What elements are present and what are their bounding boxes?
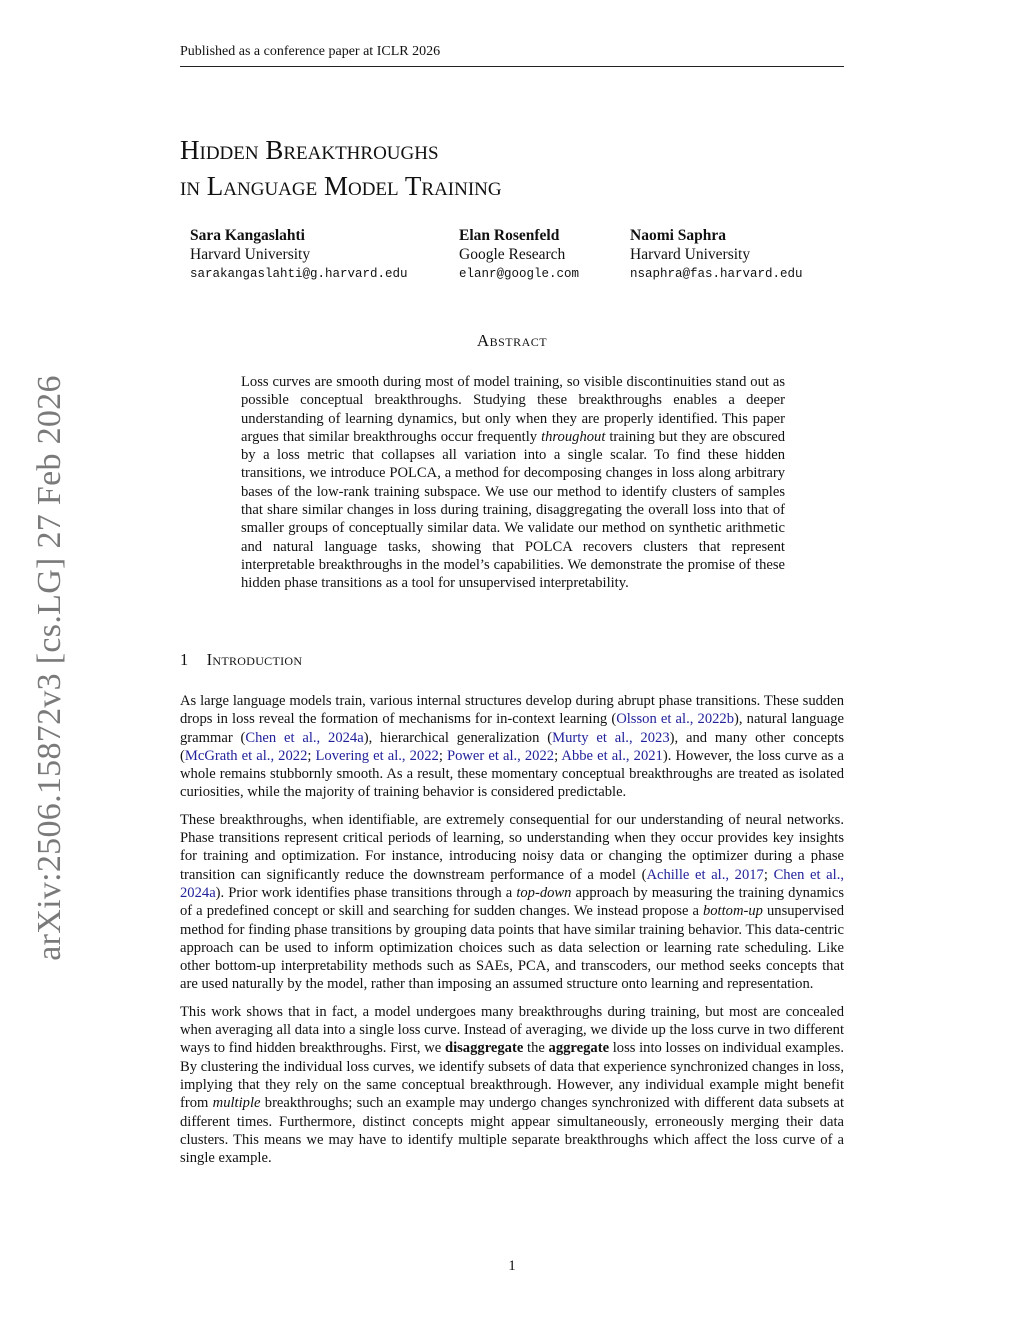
section-heading [180, 650, 302, 670]
text-bold: disaggregate [444, 1040, 524, 1057]
text-separator: ; [554, 747, 562, 764]
author-affiliation: Harvard University [190, 246, 311, 263]
text-segment: the [523, 1040, 549, 1057]
text-segment: ). However, the loss curve as a whole remains stubbornly smooth. As a result, these momentary conceptual breakthroughs are treated as isolated curiosities, while the majority of training behavior is considered predictable. [180, 747, 844, 801]
page-number: 1 [508, 1258, 516, 1274]
paragraph-1 [180, 692, 844, 802]
citation-link[interactable]: Olsson et al., 2022b [616, 711, 735, 728]
paper-title-line-1: Hidden Breakthroughs [180, 135, 439, 165]
text-segment: As large language models train, various internal structures develop during abrupt phase transitions. These sudden drops in loss reveal the formation of mechanisms for in-context learning ( [180, 693, 844, 728]
text-separator: ; [307, 747, 316, 764]
citation-link[interactable]: Chen et al., 2024a [180, 866, 844, 901]
text-emphasis: multiple [212, 1095, 261, 1112]
abstract-text [241, 373, 785, 593]
text-segment: ). Prior work identifies phase transitions through a [215, 884, 517, 901]
abstract-segment: Loss curves are smooth during most of model training, so visible discontinuities stand out as possible conceptual breakthroughs. Studying these breakthroughs enables a deeper understanding of learning dynamics, but only when they are properly identified. This paper argues that similar breakthroughs occur frequently [241, 374, 785, 445]
text-segment: ), and many other concepts ( [180, 729, 844, 764]
author-block-2 [459, 226, 579, 284]
paragraph-3 [180, 1003, 844, 1168]
text-separator: ; [763, 866, 774, 883]
section-title: Introduction [206, 650, 303, 669]
author-affiliation: Google Research [459, 246, 566, 263]
paper-title-line-2: in Language Model Training [180, 171, 502, 201]
text-segment: approach by measuring the training dynamics of a predefined concept or skill and searching for sudden changes. We instead propose a [180, 884, 845, 920]
citation-link[interactable]: Abbe et al., 2021 [561, 747, 663, 764]
author-name: Elan Rosenfeld [459, 227, 560, 244]
arxiv-stamp: arXiv:2506.15872v3 [cs.LG] 27 Feb 2026 [31, 375, 68, 961]
abstract-segment: training but they are obscured by a loss metric that collapses all variation into a single scalar. To find these hidden transitions, we introduce POLCA, a method for decomposing changes in loss along arbitrary bases of the low-rank training subspace. We use our method to identify clusters of samples that share similar changes in loss during training, disaggregating the overall loss into that of smaller groups of conceptually similar data. We validate our method on synthetic arithmetic and natural language tasks, showing that POLCA recovers clusters that represent interpretable breakthroughs in the model’s capabilities. We demonstrate the promise of these hidden phase transitions as a tool for unsupervised interpretability. [241, 428, 786, 592]
citation-link[interactable]: Power et al., 2022 [446, 747, 555, 764]
text-emphasis: top-down [516, 884, 572, 901]
abstract-emphasis: throughout [541, 428, 606, 445]
paper-title [180, 132, 844, 204]
text-segment: These breakthroughs, when identifiable, are extremely consequential for our understanding of neural networks. Phase transitions represent critical periods of learning, so understanding when they occur provides key insights for training and optimization. For instance, introducing noisy data or changing the optimizer during a phase transition can significantly reduce the downstream performance of a model ( [180, 811, 844, 883]
text-segment: loss into losses on individual examples. By clustering the individual loss curves, we identify subsets of data that experience synchronized changes in loss, implying that they rely on the same conceptual breakthrough. However, any individual example might benefit from [180, 1040, 844, 1112]
author-email[interactable]: nsaphra@fas.harvard.edu [630, 267, 803, 281]
text-separator: ; [438, 747, 447, 764]
paragraph-2 [180, 811, 844, 994]
text-segment: ), hierarchical generalization ( [363, 729, 553, 746]
text-emphasis: bottom-up [702, 903, 763, 920]
author-email[interactable]: sarakangaslahti@g.harvard.edu [190, 267, 408, 281]
citation-link[interactable]: McGrath et al., 2022 [184, 747, 308, 764]
citation-link[interactable]: Murty et al., 2023 [552, 729, 670, 746]
text-segment: ), natural language grammar ( [180, 711, 844, 746]
citation-link[interactable]: Chen et al., 2024a [245, 729, 364, 746]
text-segment: unsupervised method for finding phase transitions by grouping data points that have similar training behavior. This data-centric approach can be used to inform optimization choices such as data selection or learning rate scheduling. Like other bottom-up interpretability methods such as SAEs, PCA, and transcoders, our method seeks concepts that are used naturally by the model, rather than imposing an assumed structure onto learning and representation. [180, 903, 844, 993]
author-block-1 [190, 226, 408, 284]
text-bold: aggregate [548, 1040, 610, 1057]
text-segment: This work shows that in fact, a model undergoes many breakthroughs during training, but most are concealed when averaging all data into a single loss curve. Instead of averaging, we divide up the loss curve in two different ways to find hidden breakthroughs. First, we [180, 1003, 844, 1057]
author-affiliation: Harvard University [630, 246, 751, 263]
citation-link[interactable]: Lovering et al., 2022 [315, 747, 439, 764]
introduction-body [180, 692, 844, 1176]
author-name: Naomi Saphra [630, 227, 727, 244]
abstract-heading: Abstract [476, 331, 548, 350]
citation-link[interactable]: Achille et al., 2017 [646, 866, 764, 883]
author-name: Sara Kangaslahti [190, 227, 305, 244]
author-email[interactable]: elanr@google.com [459, 267, 580, 281]
running-header: Published as a conference paper at ICLR 2026 [180, 44, 844, 67]
author-block-3 [630, 226, 803, 284]
section-number: 1 [180, 650, 189, 669]
text-segment: breakthroughs; such an example may undergo changes synchronized with different data subsets at different times. Furthermore, distinct concepts might appear simultaneously, erroneously merging their data clusters. This means we may have to identify multiple separate breakthroughs which affect the loss curve of a single example. [180, 1095, 844, 1167]
